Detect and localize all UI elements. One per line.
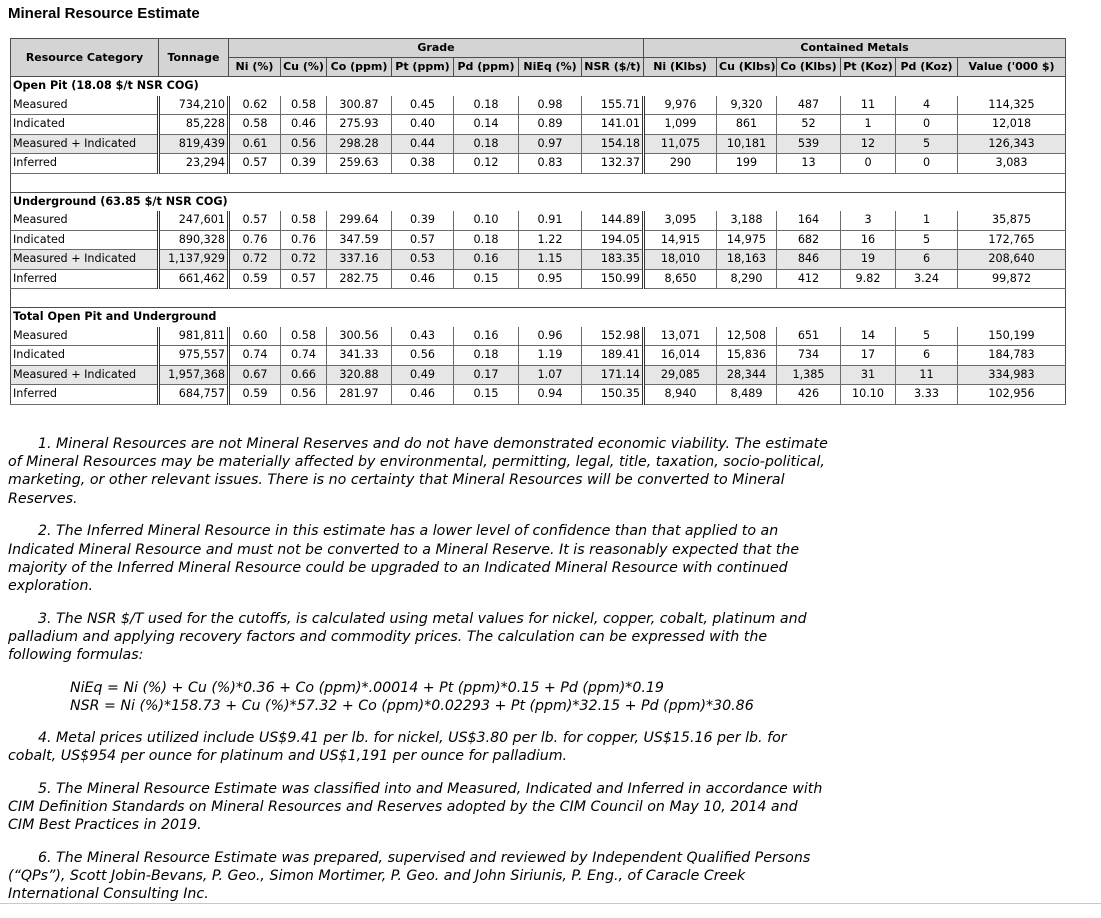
section-title-row (11, 192, 1066, 211)
co-cell: 282.75 (327, 269, 392, 289)
resource-category-cell: Inferred (11, 269, 159, 289)
footnote-3: 3. The NSR $/T used for the cutoffs, is calculated using metal values for nickel, copper, cobalt, platinum and palladium and applying recovery factors and commodity prices. The calculation can be expressed with the following formulas: (8, 610, 807, 664)
nsr-cell: 189.41 (582, 346, 644, 366)
ni-k-cell: 8,650 (644, 269, 717, 289)
value-cell: 172,765 (958, 230, 1066, 250)
header-co-klbs: Co (Klbs) (777, 58, 841, 77)
cu-k-cell: 8,290 (717, 269, 777, 289)
co-k-cell: 682 (777, 230, 841, 250)
pd-cell: 0.18 (454, 134, 519, 154)
ni-cell: 0.67 (229, 365, 281, 385)
ni-k-cell: 16,014 (644, 346, 717, 366)
table-row (11, 211, 1066, 230)
ni-k-cell: 1,099 (644, 115, 717, 135)
header-ni: Ni (%) (229, 58, 281, 77)
cu-cell: 0.56 (281, 134, 327, 154)
table-row (11, 134, 1066, 154)
header-nieq: NiEq (%) (519, 58, 582, 77)
cu-k-cell: 14,975 (717, 230, 777, 250)
ni-k-cell: 11,075 (644, 134, 717, 154)
pt-cell: 0.49 (392, 365, 454, 385)
ni-k-cell: 9,976 (644, 96, 717, 115)
value-cell: 114,325 (958, 96, 1066, 115)
nieq-cell: 0.97 (519, 134, 582, 154)
spacer-cell (11, 173, 1066, 192)
tonnage-cell: 85,228 (159, 115, 229, 135)
page-bottom-rule (0, 903, 1101, 904)
formula-nieq: NiEq = Ni (%) + Cu (%)*0.36 + Co (ppm)*.00014 + Pt (ppm)*0.15 + Pd (ppm)*0.19 (70, 679, 664, 696)
ni-cell: 0.58 (229, 115, 281, 135)
header-grade: Grade (229, 39, 644, 58)
tonnage-cell: 975,557 (159, 346, 229, 366)
tonnage-cell: 23,294 (159, 154, 229, 174)
co-k-cell: 734 (777, 346, 841, 366)
pd-k-cell: 5 (896, 134, 958, 154)
tonnage-cell: 819,439 (159, 134, 229, 154)
tonnage-cell: 247,601 (159, 211, 229, 230)
ni-k-cell: 14,915 (644, 230, 717, 250)
ni-k-cell: 8,940 (644, 385, 717, 405)
resource-category-cell: Inferred (11, 385, 159, 405)
cu-cell: 0.76 (281, 230, 327, 250)
tonnage-cell: 890,328 (159, 230, 229, 250)
pt-cell: 0.43 (392, 327, 454, 346)
co-cell: 275.93 (327, 115, 392, 135)
pt-cell: 0.53 (392, 250, 454, 270)
value-cell: 12,018 (958, 115, 1066, 135)
nieq-cell: 0.98 (519, 96, 582, 115)
cu-k-cell: 15,836 (717, 346, 777, 366)
header-pd-koz: Pd (Koz) (896, 58, 958, 77)
section-title-row (11, 77, 1066, 96)
resource-category-cell: Indicated (11, 115, 159, 135)
pt-cell: 0.46 (392, 269, 454, 289)
co-k-cell: 52 (777, 115, 841, 135)
cu-k-cell: 861 (717, 115, 777, 135)
resource-category-cell: Measured (11, 211, 159, 230)
pd-k-cell: 11 (896, 365, 958, 385)
co-cell: 259.63 (327, 154, 392, 174)
ni-k-cell: 3,095 (644, 211, 717, 230)
table-row (11, 327, 1066, 346)
ni-cell: 0.59 (229, 385, 281, 405)
cu-k-cell: 199 (717, 154, 777, 174)
value-cell: 3,083 (958, 154, 1066, 174)
nsr-cell: 152.98 (582, 327, 644, 346)
pd-cell: 0.16 (454, 250, 519, 270)
pd-cell: 0.10 (454, 211, 519, 230)
header-tonnage: Tonnage (159, 39, 229, 77)
nieq-cell: 0.83 (519, 154, 582, 174)
resource-category-cell: Measured + Indicated (11, 134, 159, 154)
pd-cell: 0.17 (454, 365, 519, 385)
nsr-cell: 183.35 (582, 250, 644, 270)
nieq-cell: 1.15 (519, 250, 582, 270)
pd-k-cell: 4 (896, 96, 958, 115)
pt-k-cell: 19 (841, 250, 896, 270)
table-row (11, 115, 1066, 135)
pd-cell: 0.12 (454, 154, 519, 174)
cu-cell: 0.66 (281, 365, 327, 385)
pd-k-cell: 6 (896, 250, 958, 270)
cu-cell: 0.39 (281, 154, 327, 174)
resource-category-cell: Indicated (11, 230, 159, 250)
pt-k-cell: 17 (841, 346, 896, 366)
co-cell: 337.16 (327, 250, 392, 270)
header-resource-category: Resource Category (11, 39, 159, 77)
ni-cell: 0.57 (229, 154, 281, 174)
pd-cell: 0.15 (454, 269, 519, 289)
pt-cell: 0.45 (392, 96, 454, 115)
value-cell: 99,872 (958, 269, 1066, 289)
cu-k-cell: 9,320 (717, 96, 777, 115)
co-cell: 299.64 (327, 211, 392, 230)
table-body (11, 77, 1066, 405)
value-cell: 35,875 (958, 211, 1066, 230)
pt-k-cell: 10.10 (841, 385, 896, 405)
pd-k-cell: 3.33 (896, 385, 958, 405)
nieq-cell: 1.22 (519, 230, 582, 250)
co-cell: 281.97 (327, 385, 392, 405)
formula-nsr: NSR = Ni (%)*158.73 + Cu (%)*57.32 + Co (ppm)*0.02293 + Pt (ppm)*32.15 + Pd (ppm)*30.86 (70, 697, 754, 714)
pd-cell: 0.16 (454, 327, 519, 346)
pt-cell: 0.40 (392, 115, 454, 135)
ni-k-cell: 13,071 (644, 327, 717, 346)
cu-k-cell: 28,344 (717, 365, 777, 385)
table-row (11, 154, 1066, 174)
ni-cell: 0.59 (229, 269, 281, 289)
nsr-cell: 155.71 (582, 96, 644, 115)
header-cu: Cu (%) (281, 58, 327, 77)
header-pt-koz: Pt (Koz) (841, 58, 896, 77)
cu-k-cell: 18,163 (717, 250, 777, 270)
section-title-row (11, 308, 1066, 327)
footnotes (8, 435, 828, 918)
pt-k-cell: 14 (841, 327, 896, 346)
co-k-cell: 651 (777, 327, 841, 346)
spacer-cell (11, 289, 1066, 308)
table-row (11, 250, 1066, 270)
pt-k-cell: 12 (841, 134, 896, 154)
pt-k-cell: 3 (841, 211, 896, 230)
table-row (11, 385, 1066, 405)
nsr-cell: 150.35 (582, 385, 644, 405)
tonnage-cell: 1,137,929 (159, 250, 229, 270)
page-title: Mineral Resource Estimate (8, 5, 200, 22)
cu-cell: 0.46 (281, 115, 327, 135)
cu-cell: 0.57 (281, 269, 327, 289)
pd-k-cell: 6 (896, 346, 958, 366)
pd-k-cell: 1 (896, 211, 958, 230)
pt-k-cell: 9.82 (841, 269, 896, 289)
resource-category-cell: Indicated (11, 346, 159, 366)
formula-block (70, 679, 828, 715)
ni-k-cell: 29,085 (644, 365, 717, 385)
nieq-cell: 1.07 (519, 365, 582, 385)
header-ni-klbs: Ni (Klbs) (644, 58, 717, 77)
cu-k-cell: 3,188 (717, 211, 777, 230)
pt-cell: 0.39 (392, 211, 454, 230)
pt-cell: 0.56 (392, 346, 454, 366)
ni-cell: 0.57 (229, 211, 281, 230)
value-cell: 150,199 (958, 327, 1066, 346)
nieq-cell: 0.94 (519, 385, 582, 405)
pd-k-cell: 0 (896, 154, 958, 174)
resource-category-cell: Inferred (11, 154, 159, 174)
co-cell: 300.56 (327, 327, 392, 346)
footnote-2: 2. The Inferred Mineral Resource in this estimate has a lower level of confidence than that applied to an Indicated Mineral Resource and must not be converted to a Mineral Reserve. It is reasonably expected that the majority of the Inferred Mineral Resource could be upgraded to an Indicated Mineral Resource with continued exploration. (8, 523, 800, 594)
nieq-cell: 0.95 (519, 269, 582, 289)
resource-category-cell: Measured + Indicated (11, 250, 159, 270)
pd-k-cell: 5 (896, 327, 958, 346)
table-row (11, 96, 1066, 115)
pt-k-cell: 0 (841, 154, 896, 174)
pt-cell: 0.38 (392, 154, 454, 174)
pd-k-cell: 5 (896, 230, 958, 250)
pt-k-cell: 31 (841, 365, 896, 385)
resource-table (10, 38, 1066, 405)
ni-cell: 0.61 (229, 134, 281, 154)
header-co: Co (ppm) (327, 58, 392, 77)
pd-cell: 0.14 (454, 115, 519, 135)
cu-cell: 0.72 (281, 250, 327, 270)
section-spacer (11, 173, 1066, 192)
pd-k-cell: 3.24 (896, 269, 958, 289)
nsr-cell: 150.99 (582, 269, 644, 289)
footnote-4: 4. Metal prices utilized include US$9.41 per lb. for nickel, US$3.80 per lb. for copper, US$15.16 per lb. for cobalt, US$954 per ounce for platinum and US$1,191 per ounce for palladium. (8, 729, 787, 764)
nieq-cell: 0.89 (519, 115, 582, 135)
pt-k-cell: 16 (841, 230, 896, 250)
co-k-cell: 426 (777, 385, 841, 405)
pd-cell: 0.15 (454, 385, 519, 405)
co-cell: 300.87 (327, 96, 392, 115)
nsr-cell: 144.89 (582, 211, 644, 230)
resource-category-cell: Measured (11, 327, 159, 346)
cu-cell: 0.58 (281, 211, 327, 230)
value-cell: 102,956 (958, 385, 1066, 405)
co-k-cell: 846 (777, 250, 841, 270)
co-k-cell: 13 (777, 154, 841, 174)
resource-table-container (10, 38, 1065, 405)
header-pt: Pt (ppm) (392, 58, 454, 77)
pt-cell: 0.46 (392, 385, 454, 405)
header-pd: Pd (ppm) (454, 58, 519, 77)
header-cu-klbs: Cu (Klbs) (717, 58, 777, 77)
cu-cell: 0.58 (281, 96, 327, 115)
resource-category-cell: Measured (11, 96, 159, 115)
co-k-cell: 164 (777, 211, 841, 230)
nieq-cell: 0.91 (519, 211, 582, 230)
section-spacer (11, 289, 1066, 308)
nieq-cell: 0.96 (519, 327, 582, 346)
tonnage-cell: 684,757 (159, 385, 229, 405)
pd-k-cell: 0 (896, 115, 958, 135)
table-row (11, 230, 1066, 250)
table-row (11, 346, 1066, 366)
co-k-cell: 412 (777, 269, 841, 289)
footnote-6: 6. The Mineral Resource Estimate was prepared, supervised and reviewed by Independent Qualified Persons (“QPs”), Scott Jobin-Bevans, P. Geo., Simon Mortimer, P. Geo. and John Siriunis, P. Eng., of Caracle Creek International Consulting Inc. (8, 849, 811, 903)
tonnage-cell: 734,210 (159, 96, 229, 115)
co-cell: 320.88 (327, 365, 392, 385)
cu-k-cell: 12,508 (717, 327, 777, 346)
ni-cell: 0.74 (229, 346, 281, 366)
header-nsr: NSR ($/t) (582, 58, 644, 77)
ni-cell: 0.62 (229, 96, 281, 115)
ni-k-cell: 18,010 (644, 250, 717, 270)
section-title: Total Open Pit and Underground (11, 308, 1066, 327)
ni-cell: 0.72 (229, 250, 281, 270)
cu-cell: 0.74 (281, 346, 327, 366)
nsr-cell: 132.37 (582, 154, 644, 174)
co-cell: 298.28 (327, 134, 392, 154)
ni-cell: 0.60 (229, 327, 281, 346)
pt-k-cell: 1 (841, 115, 896, 135)
co-k-cell: 1,385 (777, 365, 841, 385)
pt-cell: 0.57 (392, 230, 454, 250)
cu-cell: 0.56 (281, 385, 327, 405)
co-k-cell: 539 (777, 134, 841, 154)
pd-cell: 0.18 (454, 230, 519, 250)
pd-cell: 0.18 (454, 96, 519, 115)
footnote-1: 1. Mineral Resources are not Mineral Reserves and do not have demonstrated economic viability. The estimate of Mineral Resources may be materially affected by environmental, permitting, legal, title, taxation, socio-political, marketing, or other relevant issues. There is no certainty that Mineral Resources will be converted to Mineral Reserves. (8, 436, 828, 507)
tonnage-cell: 661,462 (159, 269, 229, 289)
tonnage-cell: 981,811 (159, 327, 229, 346)
co-cell: 347.59 (327, 230, 392, 250)
nieq-cell: 1.19 (519, 346, 582, 366)
nsr-cell: 194.05 (582, 230, 644, 250)
ni-k-cell: 290 (644, 154, 717, 174)
nsr-cell: 171.14 (582, 365, 644, 385)
value-cell: 208,640 (958, 250, 1066, 270)
co-k-cell: 487 (777, 96, 841, 115)
header-value: Value ('000 $) (958, 58, 1066, 77)
ni-cell: 0.76 (229, 230, 281, 250)
value-cell: 184,783 (958, 346, 1066, 366)
section-title: Underground (63.85 $/t NSR COG) (11, 192, 1066, 211)
pd-cell: 0.18 (454, 346, 519, 366)
cu-k-cell: 8,489 (717, 385, 777, 405)
value-cell: 334,983 (958, 365, 1066, 385)
nsr-cell: 141.01 (582, 115, 644, 135)
cu-cell: 0.58 (281, 327, 327, 346)
co-cell: 341.33 (327, 346, 392, 366)
cu-k-cell: 10,181 (717, 134, 777, 154)
footnote-5: 5. The Mineral Resource Estimate was classified into and Measured, Indicated and Inferred in accordance with CIM Definition Standards on Mineral Resources and Reserves adopted by the CIM Council on May 10, 2014 and CIM Best Practices in 2019. (8, 780, 823, 834)
header-contained-metals: Contained Metals (644, 39, 1066, 58)
table-row (11, 365, 1066, 385)
pt-k-cell: 11 (841, 96, 896, 115)
table-row (11, 269, 1066, 289)
nsr-cell: 154.18 (582, 134, 644, 154)
section-title: Open Pit (18.08 $/t NSR COG) (11, 77, 1066, 96)
pt-cell: 0.44 (392, 134, 454, 154)
resource-category-cell: Measured + Indicated (11, 365, 159, 385)
tonnage-cell: 1,957,368 (159, 365, 229, 385)
value-cell: 126,343 (958, 134, 1066, 154)
